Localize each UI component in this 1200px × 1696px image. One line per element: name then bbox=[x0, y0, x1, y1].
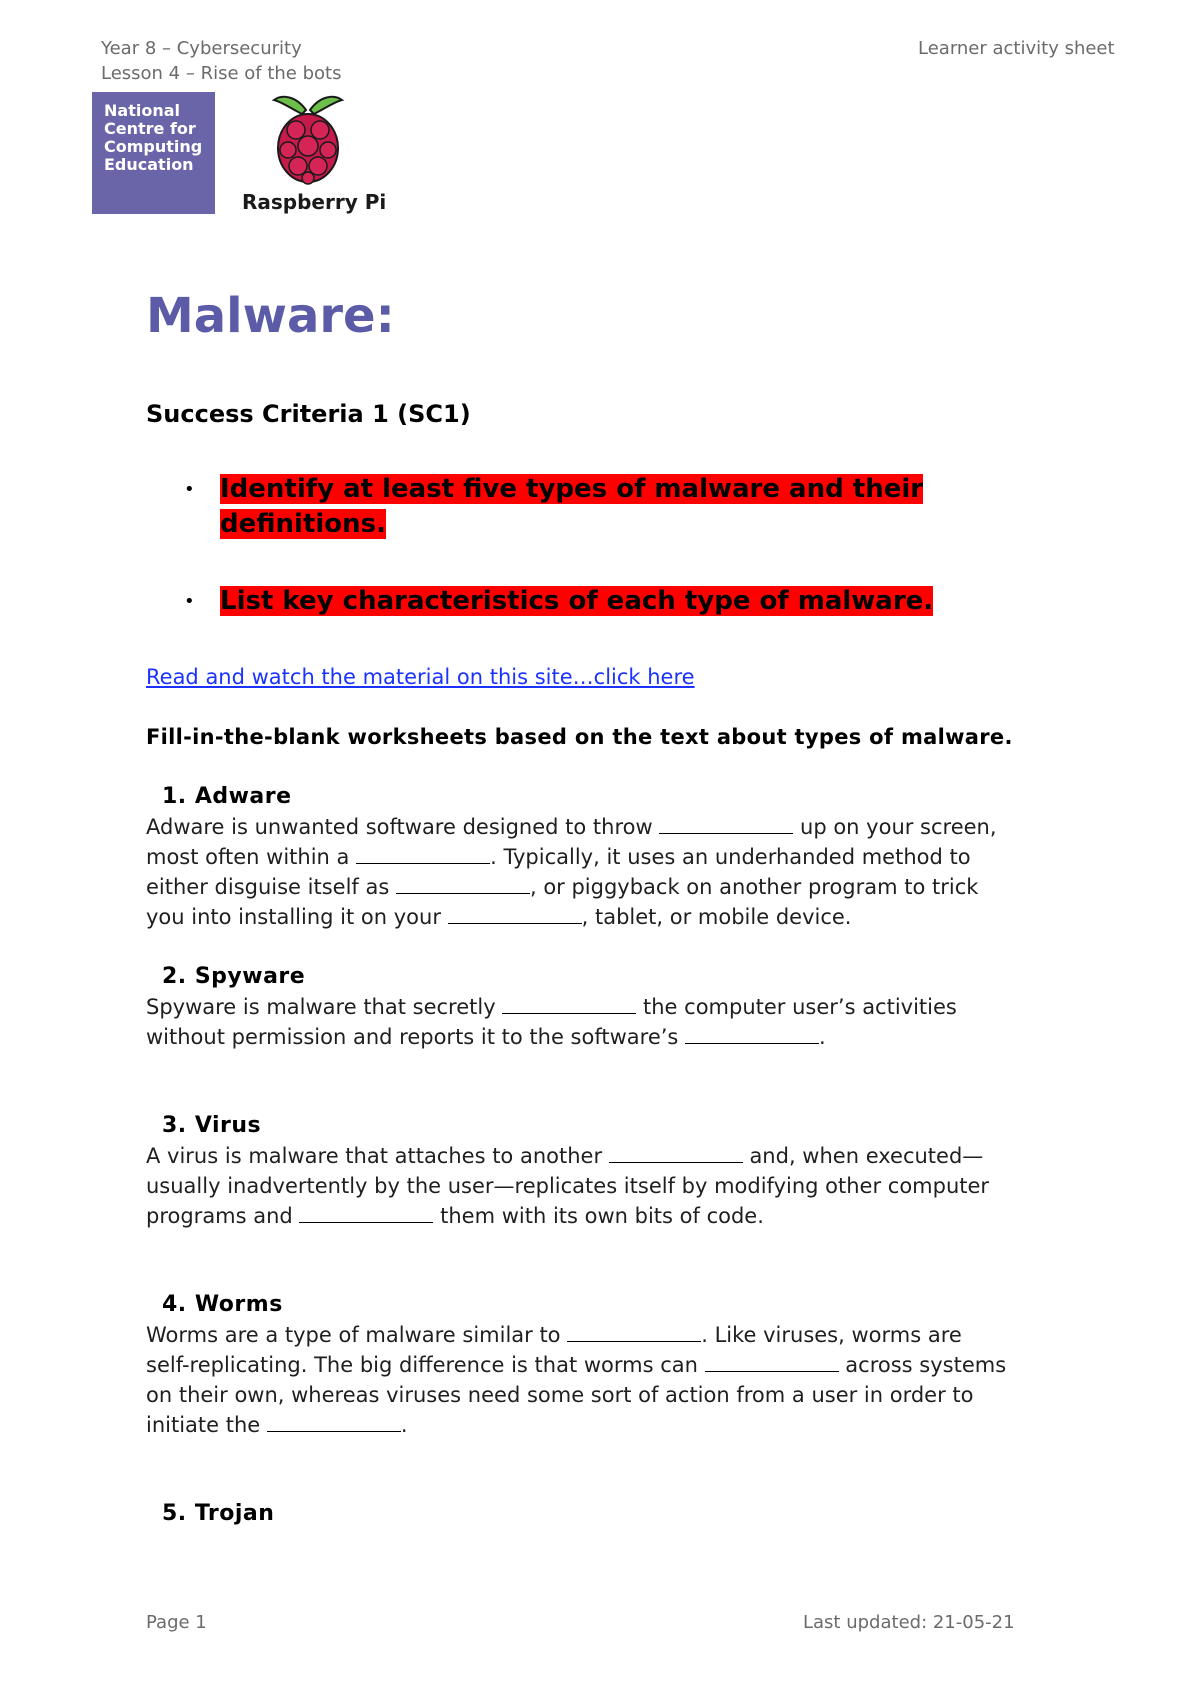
section-trojan bbox=[146, 1499, 1076, 1529]
success-criteria-heading: Success Criteria 1 (SC1) bbox=[146, 400, 471, 428]
raspberry-pi-logo bbox=[236, 90, 387, 220]
blank-field[interactable] bbox=[659, 813, 793, 834]
section-line: programs and them with its own bits of code. bbox=[146, 1204, 764, 1228]
criterion-line: Identify at least five types of malware and their bbox=[220, 474, 924, 504]
section-line: Spyware is malware that secretly the computer user’s activities bbox=[146, 995, 957, 1019]
blank-field[interactable] bbox=[448, 903, 582, 924]
section-line: without permission and reports it to the software’s . bbox=[146, 1025, 826, 1049]
blank-field[interactable] bbox=[609, 1142, 743, 1163]
section-virus bbox=[146, 1111, 1076, 1231]
header-right: Learner activity sheet bbox=[918, 38, 1115, 59]
section-line: Worms are a type of malware similar to . Like viruses, worms are bbox=[146, 1323, 962, 1347]
section-adware bbox=[146, 782, 1076, 932]
bullet-icon: • bbox=[184, 479, 195, 500]
section-line: most often within a . Typically, it uses an underhanded method to bbox=[146, 845, 971, 869]
section-line: Adware is unwanted software designed to throw up on your screen, bbox=[146, 815, 997, 839]
blank-field[interactable] bbox=[299, 1202, 433, 1223]
page-title: Malware: bbox=[146, 288, 395, 344]
worksheet-intro: Fill-in-the-blank worksheets based on the text about types of malware. bbox=[146, 725, 1013, 749]
section-line: self-replicating. The big difference is that worms can across systems bbox=[146, 1353, 1007, 1377]
section-heading: 2. Spyware bbox=[162, 964, 306, 989]
header-course: Year 8 – Cybersecurity bbox=[101, 38, 302, 59]
header-left bbox=[101, 36, 341, 86]
ncce-logo-line: National bbox=[104, 101, 180, 120]
section-line: you into installing it on your , tablet, or mobile device. bbox=[146, 905, 852, 929]
ncce-logo-line: Centre for bbox=[104, 119, 196, 138]
blank-field[interactable] bbox=[502, 993, 636, 1014]
ncce-logo bbox=[92, 92, 215, 214]
section-line: either disguise itself as , or piggyback on another program to trick bbox=[146, 875, 979, 899]
criterion-text bbox=[220, 584, 980, 619]
footer-page-number: Page 1 bbox=[146, 1612, 207, 1633]
section-heading: 5. Trojan bbox=[162, 1501, 275, 1526]
section-heading: 4. Worms bbox=[162, 1292, 283, 1317]
blank-field[interactable] bbox=[396, 873, 530, 894]
material-link[interactable]: Read and watch the material on this site…click here bbox=[146, 665, 695, 689]
ncce-logo-line: Computing bbox=[104, 137, 203, 156]
section-line: A virus is malware that attaches to another and, when executed— bbox=[146, 1144, 984, 1168]
criterion-text bbox=[220, 472, 980, 542]
raspberry-icon bbox=[268, 90, 348, 186]
criterion-line: List key characteristics of each type of malware. bbox=[220, 586, 934, 616]
section-spyware bbox=[146, 962, 1076, 1052]
footer-last-updated: Last updated: 21-05-21 bbox=[803, 1612, 1015, 1633]
criterion-line: definitions. bbox=[220, 509, 387, 539]
raspberry-pi-label: Raspberry Pi bbox=[242, 190, 387, 214]
section-line: on their own, whereas viruses need some sort of action from a user in order to bbox=[146, 1383, 974, 1407]
criterion-item bbox=[184, 472, 984, 547]
section-worms bbox=[146, 1290, 1076, 1440]
blank-field[interactable] bbox=[356, 843, 490, 864]
section-line: usually inadvertently by the user—replicates itself by modifying other computer bbox=[146, 1174, 990, 1198]
ncce-logo-line: Education bbox=[104, 155, 194, 174]
blank-field[interactable] bbox=[685, 1023, 819, 1044]
criterion-item bbox=[184, 584, 984, 624]
header-lesson: Lesson 4 – Rise of the bots bbox=[101, 63, 342, 84]
section-heading: 3. Virus bbox=[162, 1113, 262, 1138]
section-heading: 1. Adware bbox=[162, 784, 292, 809]
blank-field[interactable] bbox=[567, 1321, 701, 1342]
bullet-icon: • bbox=[184, 591, 195, 612]
blank-field[interactable] bbox=[267, 1411, 401, 1432]
section-line: initiate the . bbox=[146, 1413, 408, 1437]
blank-field[interactable] bbox=[705, 1351, 839, 1372]
